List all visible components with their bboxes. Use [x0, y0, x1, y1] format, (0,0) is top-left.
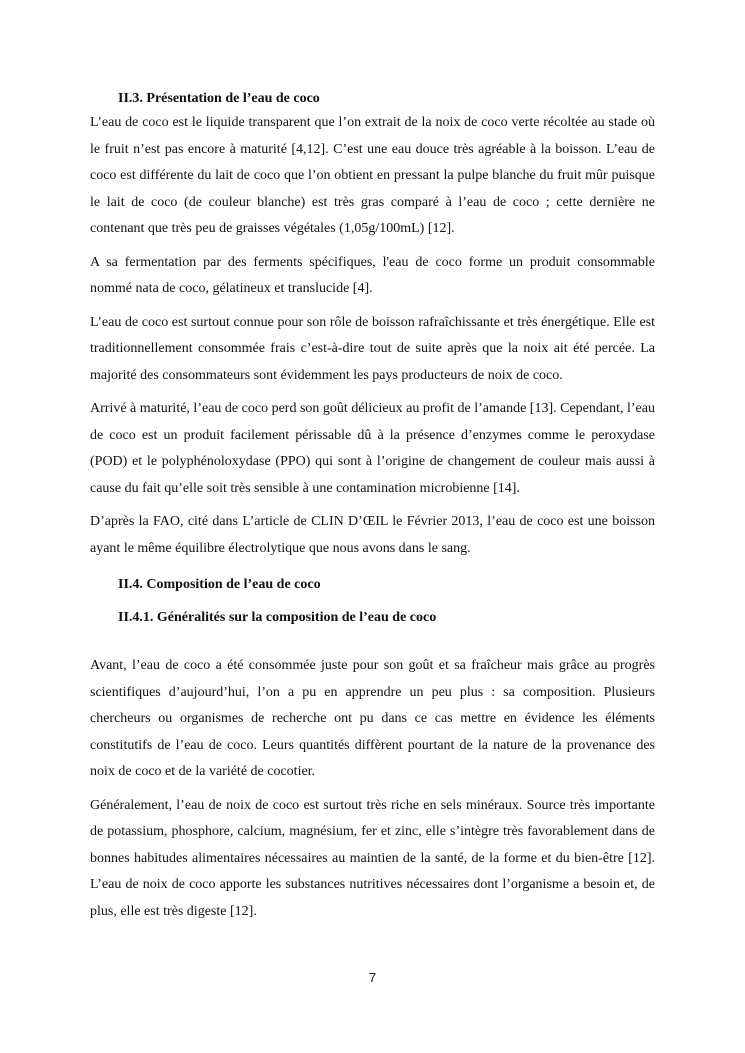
paragraph-mineral-salts: Généralement, l’eau de noix de coco est surtout très riche en sels minéraux. Source très importante de potassium, phosphore, calcium, magnésium, fer et zinc, elle s’intègre très favorablement dans de bonnes habitudes alimentaires nécessaires au maintien de la santé, de la forme et du bien-être [12]. L’eau de noix de coco apporte les substances nutritives nécessaires dont l’organisme a besoin et, de plus, elle est très digeste [12].	[90, 797, 655, 919]
paragraph-fermentation: A sa fermentation par des ferments spécifiques, l'eau de coco forme un produit consommable nommé nata de coco, gélatineux et translucide [4].	[90, 254, 655, 296]
section-heading-ii41: II.4.1. Généralités sur la composition de l’eau de coco	[118, 610, 437, 625]
paragraph-coconut-water-definition: L’eau de coco est le liquide transparent que l’on extrait de la noix de coco verte récoltée au stade où le fruit n’est pas encore à maturité [4,12]. C’est une eau douce très agréable à la boisson. L’eau de coco est différente du lait de coco que l’on obtient en pressant la pulpe blanche du fruit mûr puisque le lait de coco (de couleur blanche) est très gras comparé à l’eau de coco ; cette dernière ne contenant que très peu de graisses végétales (1,05g/100mL) [12].	[90, 115, 655, 236]
page-number: 7	[368, 970, 377, 985]
paragraph-fao-electrolytes: D’après la FAO, cité dans L’article de CLIN D’ŒIL le Février 2013, l’eau de coco est une boisson ayant le même équilibre électrolytique que nous avons dans le sang.	[90, 514, 655, 556]
paragraph-composition-research: Avant, l’eau de coco a été consommée juste pour son goût et sa fraîcheur mais grâce au progrès scientifiques d’aujourd’hui, l’on a pu en apprendre un peu plus : sa composition. Plusieurs chercheurs ou organismes de recherche ont pu dans ce cas mettre en évidence les éléments constitutifs de l’eau de coco. Leurs quantités diffèrent pourtant de la nature de la provenance des noix de coco et de la variété de cocotier.	[90, 658, 655, 779]
document-page	[90, 88, 655, 925]
paragraph-refreshing-drink: L’eau de coco est surtout connue pour son rôle de boisson rafraîchissante et très énergétique. Elle est traditionnellement consommée frais c’est-à-dire tout de suite après que la noix ait été percée. La majorité des consommateurs sont évidemment les pays producteurs de noix de coco.	[90, 314, 655, 383]
paragraph-maturity-perishability: Arrivé à maturité, l’eau de coco perd son goût délicieux au profit de l’amande [13]. Cependant, l’eau de coco est un produit facilement périssable dû à la présence d’enzymes comme le peroxydase (POD) et le polyphénoloxydase (PPO) qui sont à l’origine de changement de couleur mais aussi à cause du fait qu’elle soit très sensible à une contamination microbienne [14].	[90, 401, 655, 496]
section-heading-ii3: II.3. Présentation de l’eau de coco	[118, 91, 320, 106]
section-heading-ii4: II.4. Composition de l’eau de coco	[118, 577, 321, 592]
